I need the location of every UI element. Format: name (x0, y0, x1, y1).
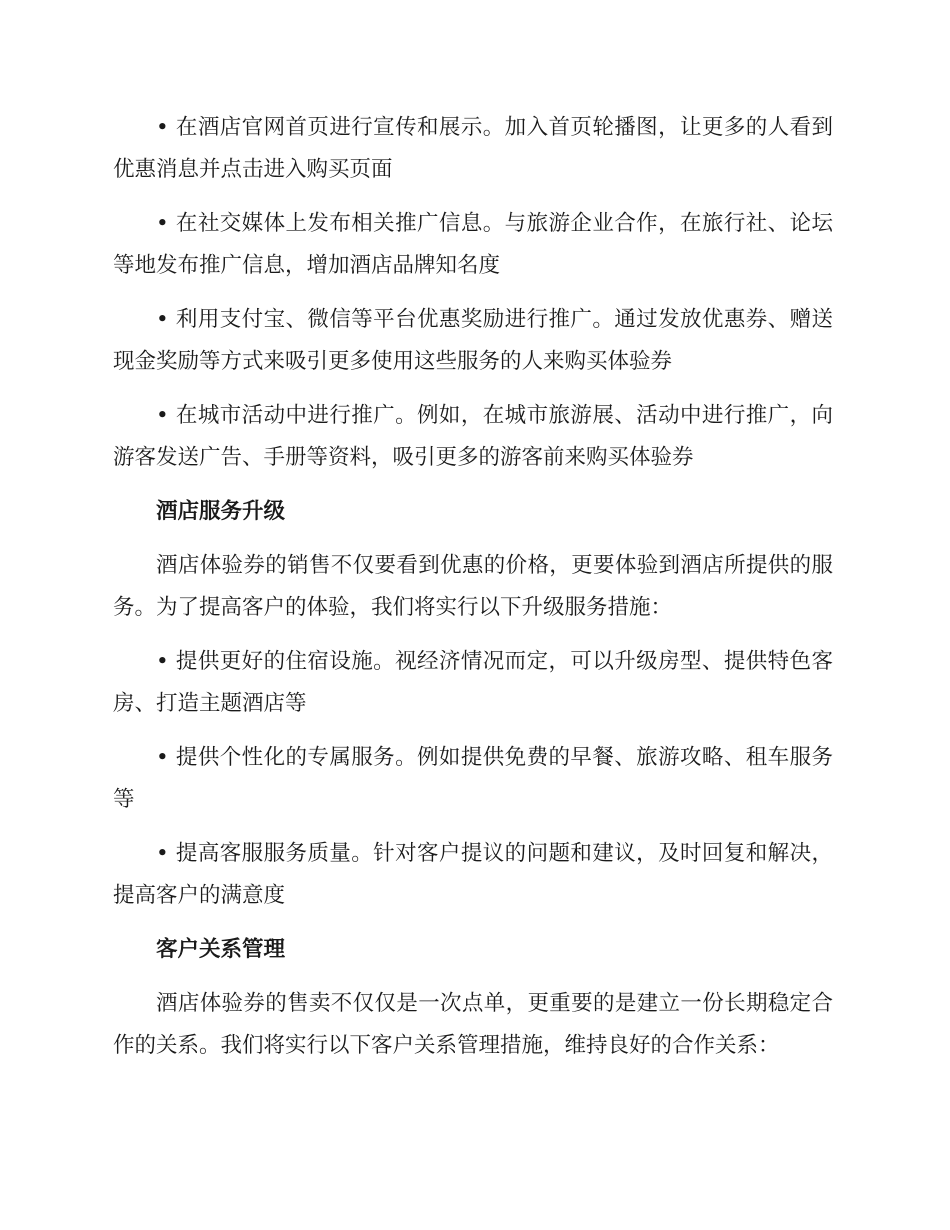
bullet-paragraph-official-site: • 在酒店官网首页进行宣传和展示。加入首页轮播图，让更多的人看到优惠消息并点击进入购买页面 (113, 115, 833, 182)
bullet-paragraph-city-events: • 在城市活动中进行推广。例如，在城市旅游展、活动中进行推广，向游客发送广告、手册等资料，吸引更多的游客前来购买体验券 (113, 403, 833, 470)
paragraph-customer-relations-intro: 酒店体验券的售卖不仅仅是一次点单，更重要的是建立一份长期稳定合作的关系。我们将实行以下客户关系管理措施，维持良好的合作关系： (113, 991, 833, 1058)
bullet-paragraph-social-media: • 在社交媒体上发布相关推广信息。与旅游企业合作，在旅行社、论坛等地发布推广信息，增加酒店品牌知名度 (113, 211, 833, 278)
bullet-paragraph-customer-service-quality: • 提高客服服务质量。针对客户提议的问题和建议，及时回复和解决，提高客户的满意度 (113, 841, 833, 908)
bullet-paragraph-payment-platforms: • 利用支付宝、微信等平台优惠奖励进行推广。通过发放优惠券、赠送现金奖励等方式来吸引更多使用这些服务的人来购买体验券 (113, 307, 833, 374)
bullet-paragraph-better-facilities: • 提供更好的住宿设施。视经济情况而定，可以升级房型、提供特色客房、打造主题酒店等 (113, 649, 833, 716)
paragraph-service-upgrade-intro: 酒店体验券的销售不仅要看到优惠的价格，更要体验到酒店所提供的服务。为了提高客户的体验，我们将实行以下升级服务措施： (113, 553, 833, 620)
section-heading-customer-relations: 客户关系管理 (156, 937, 286, 962)
bullet-paragraph-personalized-service: • 提供个性化的专属服务。例如提供免费的早餐、旅游攻略、租车服务等 (113, 745, 833, 812)
section-heading-service-upgrade: 酒店服务升级 (156, 499, 286, 524)
document-page (113, 107, 833, 1079)
